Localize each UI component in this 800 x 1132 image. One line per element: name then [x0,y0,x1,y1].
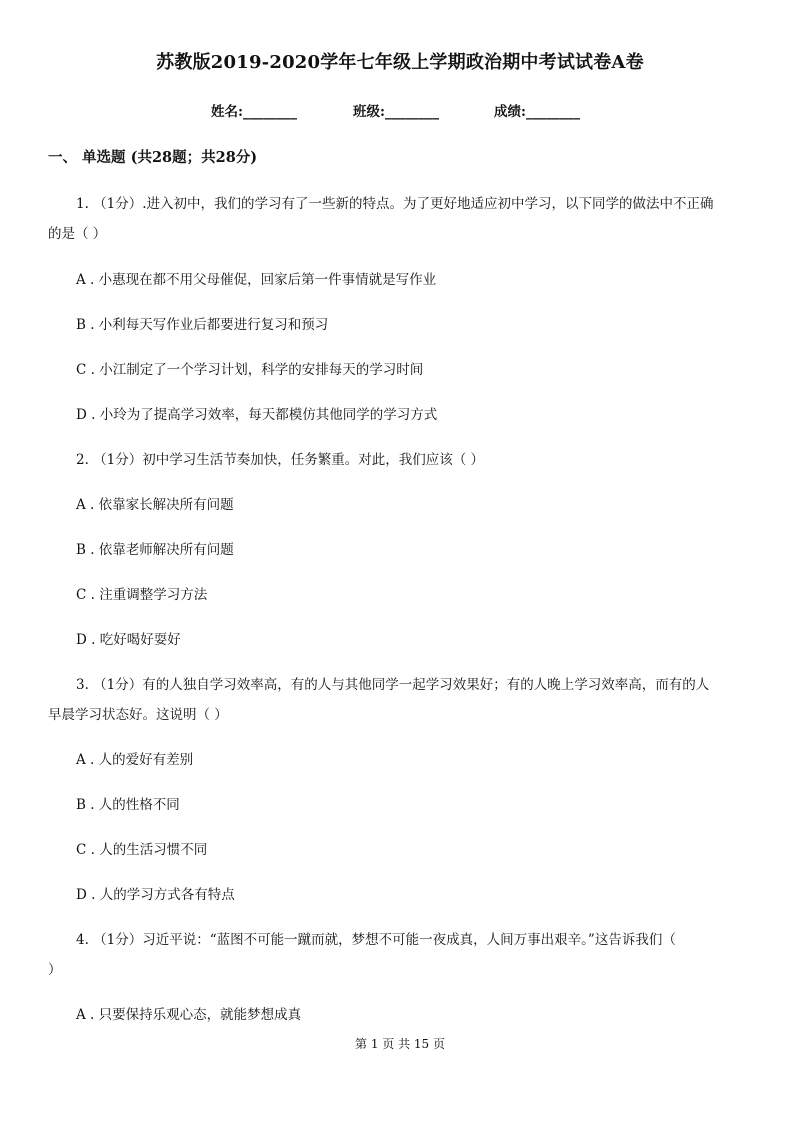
question-3-option-d: D . 人的学习方式各有特点 [76,887,235,903]
question-3-option-c: C . 人的生活习惯不同 [76,842,208,858]
question-4-stem-line2: ） [48,962,62,978]
question-3-stem-line1: 3. （1分）有的人独自学习效率高，有的人与其他同学一起学习效果好；有的人晚上学习效率高，而有的人 [76,677,710,693]
question-1-option-b: B . 小利每天写作业后都要进行复习和预习 [76,317,329,333]
question-2-option-c: C . 注重调整学习方法 [76,587,208,603]
section-heading: 一、 单选题 (共28题；共28分) [48,149,258,166]
exam-title: 苏教版2019-2020学年七年级上学期政治期中考试试卷A卷 [156,52,644,73]
question-2-stem-line1: 2. （1分）初中学习生活节奏加快，任务繁重。对此，我们应该（ ） [76,452,485,468]
question-1-option-c: C . 小江制定了一个学习计划，科学的安排每天的学习时间 [76,362,424,378]
score-field-label: 成绩:________ [494,104,580,120]
question-3-stem-line2: 早晨学习状态好。这说明（ ） [48,707,228,723]
question-1-stem-line1: 1. （1分）.进入初中，我们的学习有了一些新的特点。为了更好地适应初中学习，以下同学的做法中不正确 [76,196,714,212]
question-4-stem-line1: 4. （1分）习近平说：“蓝图不可能一蹴而就，梦想不可能一夜成真，人间万事出艰辛。”这告诉我们（ [76,932,676,948]
question-3-option-b: B . 人的性格不同 [76,797,180,813]
question-3-option-a: A . 人的爱好有差别 [76,752,194,768]
question-2-option-a: A . 依靠家长解决所有问题 [76,497,234,513]
question-1-stem-line2: 的是（ ） [48,226,107,242]
question-2-option-b: B . 依靠老师解决所有问题 [76,542,234,558]
question-2-option-d: D . 吃好喝好耍好 [76,632,181,648]
class-field-label: 班级:________ [353,104,439,120]
page-footer: 第 1 页 共 15 页 [355,1037,445,1051]
question-4-option-a: A . 只要保持乐观心态，就能梦想成真 [76,1007,302,1023]
question-1-option-d: D . 小玲为了提高学习效率，每天都模仿其他同学的学习方式 [76,407,438,423]
name-field-label: 姓名:________ [211,104,297,120]
question-1-option-a: A . 小惠现在都不用父母催促，回家后第一件事情就是写作业 [76,272,437,288]
